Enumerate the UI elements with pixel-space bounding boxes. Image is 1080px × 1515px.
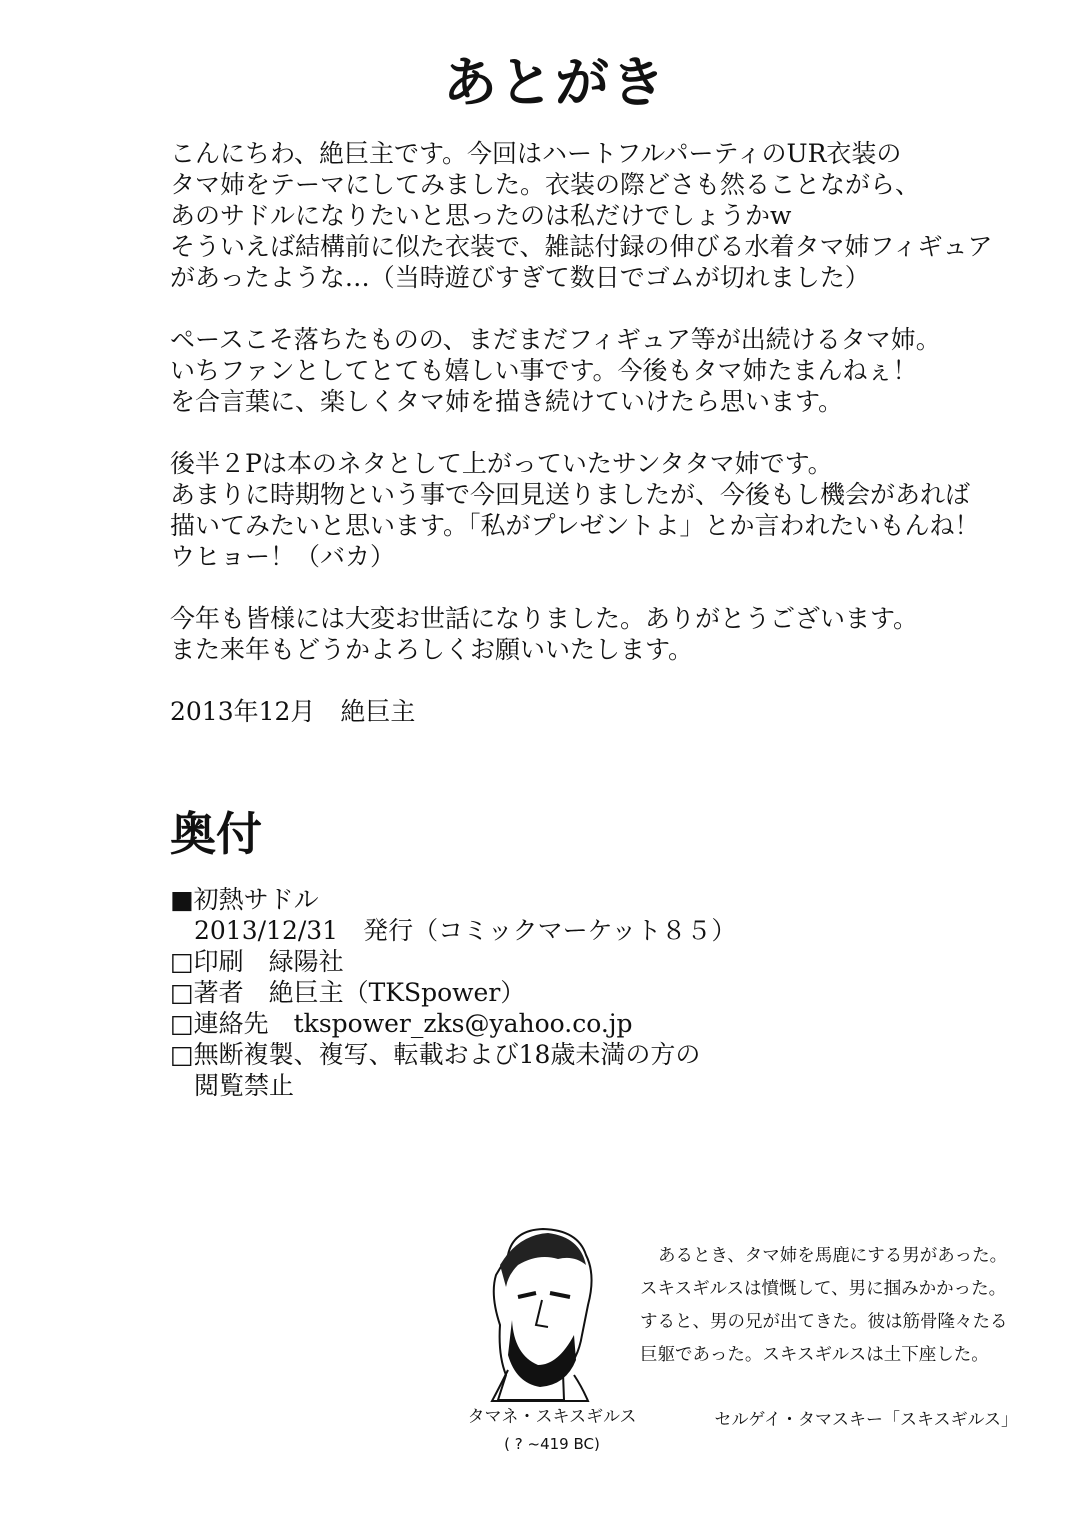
text-line: こんにちわ、絶巨主です。今回はハートフルパーティのUR衣装の	[170, 139, 902, 168]
text-line: いちファンとしてとても嬉しい事です。今後もタマ姉たまんねぇ！	[170, 356, 918, 385]
page-title: あとがき	[443, 51, 667, 114]
quote-line: あるとき、タマ姉を馬鹿にする男があった。	[658, 1246, 1008, 1266]
quote-line: スキスギルスは憤慨して、男に掴みかかった。	[640, 1279, 1007, 1299]
text-line: ウヒョー！（バカ）	[170, 542, 396, 571]
text-line: ペースこそ落ちたものの、まだまだフィギュア等が出続けるタマ姉。	[170, 325, 941, 354]
text-line: があったような…（当時遊びすぎて数日でゴムが切れました）	[170, 263, 870, 292]
quote-line: すると、男の兄が出てきた。彼は筋骨隆々たる	[640, 1312, 1008, 1332]
colophon-notice: □無断複製、複写、転載および18歳未満の方の	[170, 1040, 701, 1069]
colophon	[170, 884, 736, 1101]
text-line: 後半２Pは本のネタとして上がっていたサンタタマ姉です。	[170, 449, 833, 478]
text-line: 描いてみたいと思います。「私がプレゼントよ」とか言われたいもんね！	[170, 511, 980, 540]
paragraph-4	[170, 603, 1050, 665]
quote-attribution: セルゲイ・タマスキー「スキスギルス」	[714, 1410, 1018, 1430]
paragraph-3	[170, 448, 1050, 572]
colophon-heading: 奥付	[170, 807, 262, 861]
colophon-publish-date: 2013/12/31 発行（コミックマーケット８５）	[194, 916, 737, 945]
quote	[640, 1240, 1040, 1372]
text-line: あのサドルになりたいと思ったのは私だけでしょうかw	[170, 201, 792, 230]
colophon-book-title: ■初熱サドル	[170, 885, 319, 914]
paragraph-1	[170, 138, 1050, 293]
colophon-notice-cont: 閲覧禁止	[194, 1071, 295, 1100]
colophon-contact: □連絡先 tkspower_zks@yahoo.co.jp	[170, 1009, 633, 1038]
paragraph-2	[170, 324, 1050, 417]
text-line: タマ姉をテーマにしてみました。衣装の際どさも然ることながら、	[170, 170, 921, 199]
bust-illustration	[478, 1225, 608, 1405]
colophon-printer: □印刷 緑陽社	[170, 947, 344, 976]
text-line: また来年もどうかよろしくお願いいたします。	[170, 635, 694, 664]
text-line: あまりに時期物という事で今回見送りましたが、今後もし機会があれば	[170, 480, 971, 509]
bust-name: タマネ・スキスギルス	[467, 1407, 637, 1427]
afterword-body	[170, 138, 1050, 727]
quote-line: 巨躯であった。スキスギルスは土下座した。	[640, 1345, 989, 1365]
text-line: そういえば結構前に似た衣装で、雑誌付録の伸びる水着タマ姉フィギュア	[170, 232, 993, 261]
bust-dates: ( ? ~419 BC)	[504, 1435, 600, 1453]
colophon-author: □著者 絶巨主（TKSpower）	[170, 978, 526, 1007]
signature-date: 2013年12月 絶巨主	[170, 697, 416, 726]
text-line: 今年も皆様には大変お世話になりました。ありがとうございます。	[170, 604, 919, 633]
text-line: を合言葉に、楽しくタマ姉を描き続けていけたら思います。	[170, 387, 844, 416]
